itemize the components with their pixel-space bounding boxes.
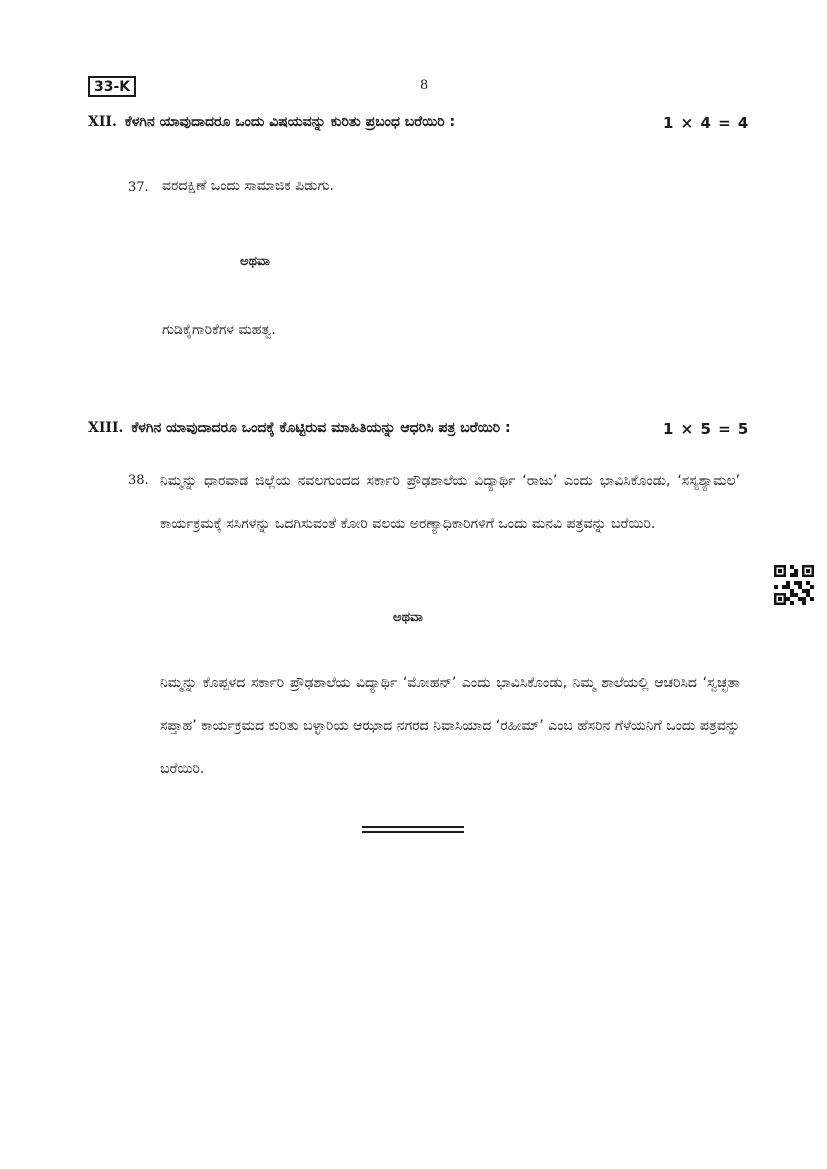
section-xii-roman: XII. <box>88 114 117 130</box>
section-xii-heading <box>88 114 455 130</box>
qr-code-icon <box>774 565 814 605</box>
question-37-number: 37. <box>128 180 149 195</box>
question-38-alternative-text: ನಿಮ್ಮನ್ನು ಕೊಪ್ಪಳದ ಸರ್ಕಾರಿ ಪ್ರೌಢಶಾಲೆಯ ವಿದ್ಯಾರ್ಥಿ ‘ಮೋಹನ್’ ಎಂದು ಭಾವಿಸಿಕೊಂಡು, ನಿಮ್ಮ ಶಾಲೆಯಲ್ಲಿ ಆಚರಿಸಿದ ‘ಸ್ವಚ್ಛತಾ ಸಪ್ತಾಹ’ ಕಾರ್ಯಕ್ರಮದ ಕುರಿತು ಬಳ್ಳಾರಿಯ ಆಝಾದ ನಗರದ ನಿವಾಸಿಯಾದ ‘ರಹೀಮ್’ ಎಂಬ ಹೆಸರಿನ ಗೆಳೆಯನಿಗೆ ಒಂದು ಪತ್ರವನ್ನು ಬರೆಯಿರಿ. <box>160 675 740 777</box>
question-38-text: ನಿಮ್ಮನ್ನು ಧಾರವಾಡ ಜಿಲ್ಲೆಯ ನವಲಗುಂದದ ಸರ್ಕಾರಿ ಪ್ರೌಢಶಾಲೆಯ ವಿದ್ಯಾರ್ಥಿ ‘ರಾಜು’ ಎಂದು ಭಾವಿಸಿಕೊಂಡು, ‘ಸಸ್ಯಶ್ಯಾಮಲ’ ಕಾರ್ಯಕ್ರಮಕ್ಕೆ ಸಸಿಗಳನ್ನು ಒದಗಿಸುವಂತೆ ಕೋರಿ ವಲಯ ಅರಣ್ಯಾಧಿಕಾರಿಗಳಿಗೆ ಒಂದು ಮನವಿ ಪತ್ರವನ್ನು ಬರೆಯಿರಿ. <box>160 473 740 532</box>
page-number: 8 <box>420 78 429 93</box>
section-xiii-heading <box>88 420 511 436</box>
paper-code-box: 33-K <box>88 76 136 97</box>
section-xiii-instruction: ಕೆಳಗಿನ ಯಾವುದಾದರೂ ಒಂದಕ್ಕೆ ಕೊಟ್ಟಿರುವ ಮಾಹಿತಿಯನ್ನು ಆಧರಿಸಿ ಪತ್ರ ಬರೆಯಿರಿ : <box>131 420 511 436</box>
or-label-xii: ಅಥವಾ <box>240 254 270 269</box>
question-38-number: 38. <box>128 473 149 488</box>
section-xiii-marks: 1 × 5 = 5 <box>663 420 750 438</box>
question-37-text: ವರದಕ್ಷಿಣೆ ಒಂದು ಸಾಮಾಜಿಕ ಪಿಡುಗು. <box>162 178 334 194</box>
or-label-xiii: ಅಥವಾ <box>393 610 423 625</box>
section-xiii-roman: XIII. <box>88 420 124 436</box>
question-37-alternative-text: ಗುಡಿಕೈಗಾರಿಕೆಗಳ ಮಹತ್ವ. <box>162 322 276 338</box>
section-xii-marks: 1 × 4 = 4 <box>663 114 750 132</box>
end-of-section-rule <box>362 826 464 836</box>
section-xii-instruction: ಕೆಳಗಿನ ಯಾವುದಾದರೂ ಒಂದು ವಿಷಯವನ್ನು ಕುರಿತು ಪ್ರಬಂಧ ಬರೆಯಿರಿ : <box>124 114 456 130</box>
